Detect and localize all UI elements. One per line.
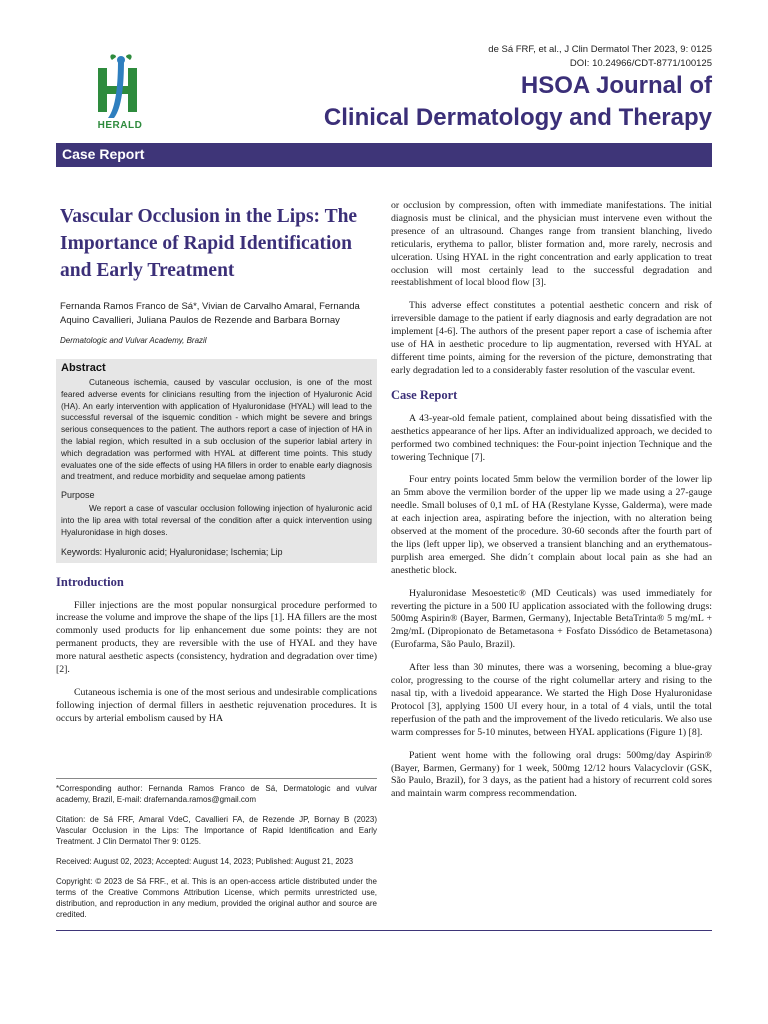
citation-note: Citation: de Sá FRF, Amaral VdeC, Cavallieri FA, de Rezende JP, Bornay B (2023) Vascular Occlusion in the Lips: The Importance of Rapid Identification and Early Treatment. J Clin Dermatol Ther 9: 0125. (56, 815, 377, 846)
abstract-text: Cutaneous ischemia, caused by vascular occlusion, is one of the most feared adverse events for clinicians resulting from the injection of Hyaluronic Acid (HA). An early intervention with application of Hyaluronidase (HYAL) will lead to the successful reversal of the isquemic condition - which might be severe and brings serious consequences to the patient. The authors report a case of injection of HA in the labial region, which resulted in a sub occlusion of the superior labial artery in which degradation was performed with HYAL at different time points. This study evaluates one of the side effects of using HA fillers in order to enable early diagnosis and treatment, and reduce morbidity and sequelae among patients (61, 377, 372, 482)
case-report-heading: Case Report (391, 387, 458, 402)
journal-title-line1: HSOA Journal of (520, 72, 712, 99)
body-paragraph: Four entry points located 5mm below the vermilion border of the lower lip an 5mm above the vermilion border of the upper lip we made using a 27-gauge needle. Small boluses of 0,1 mL of HA (Restylane Kysse, Galderma), were made at each injection area, aspirating before the injection, with no alteration being observed at the moment of the procedure. 30-60 seconds after the fourth part of the lips (left upper lip), we observed a transient blanching and an erythematous-purplish area emerged. She didn´t complain about local pain as she had an anesthetic block. (391, 474, 712, 576)
introduction-paragraph: Cutaneous ischemia is one of the most serious and undesirable complications following injection of dermal fillers in aesthetic rejuvenation procedures. It is occurs by arterial embolism caused by HA (56, 687, 377, 724)
introduction-paragraph: Filler injections are the most popular nonsurgical procedure performed to increase the volume and improve the shape of the lips [1]. HA fillers are the most commonly used products for lip enhancement due some points: they are not permanent products, they are reversible with the use of HYAL and they have more natural aesthetic aspects (consistency, hydration and degradation over time) [2]. (56, 599, 377, 676)
keywords: Keywords: Hyaluronic acid; Hyaluronidase; Ischemia; Lip (61, 546, 283, 557)
abstract-box (56, 359, 377, 563)
copyright-note: Copyright: © 2023 de Sá FRF., et al. This is an open-access article distributed under the terms of the Creative Commons Attribution License, which permits unrestricted use, distribution, and reproduction in any medium, provided the original author and source are credited. (56, 877, 377, 919)
article-title: Vascular Occlusion in the Lips: The Importance of Rapid Identification and Early Treatment (60, 206, 358, 281)
left-column (56, 200, 377, 736)
body-paragraph: Patient went home with the following oral drugs: 500mg/day Aspirin® (Bayer, Barmen, Germany) for 1 week, 500mg 12/12 hours Valacyclovir (GSK, São Paulo, Brazil), for 3 days, as the patient had a history of recurrent cold sores and maintain warm compress recommendation. (391, 749, 712, 800)
doi-line[interactable]: DOI: 10.24966/CDT-8771/100125 (569, 58, 712, 69)
body-paragraph: or occlusion by compression, often with immediate manifestations. The initial diagnosis must be clinical, and the physician must intervene even without the presence of an ultrasound. Changes range from transient blanching, livedo reticularis, erythema to pallor, blister formation and, more rarely, necrosis and ulceration. Using HYAL in the right concentration and early application to treat occlusion will most certainly lead to the successful degradation and reestablishment of local blood flow [3]. (391, 200, 712, 289)
dates-note: Received: August 02, 2023; Accepted: August 14, 2023; Published: August 21, 2023 (56, 857, 354, 866)
citation-line: de Sá FRF, et al., J Clin Dermatol Ther 2023, 9: 0125 (488, 44, 712, 55)
header-citation (488, 43, 712, 71)
right-column (391, 200, 712, 811)
article-type-banner (56, 143, 712, 167)
corresponding-author-note: *Corresponding author: Fernanda Ramos Franco de Sá, Dermatologic and vulvar academy, Brazil, E-mail: drafernanda.ramos@gmail.com (56, 784, 377, 804)
author-list: Fernanda Ramos Franco de Sá*, Vivian de Carvalho Amaral, Fernanda Aquino Cavallieri, Juliana Paulos de Rezende and Barbara Bornay (60, 301, 360, 326)
article-type-label: Case Report (62, 146, 145, 162)
body-paragraph: This adverse effect constitutes a potential aesthetic concern and risk of irreversible damage to the patient if early diagnosis and early degradation are not implement [4-6]. The authors of the present paper report a case of ischemia after use of HA in aesthetic procedure to lip augmentation, reversed with HYAL at different time points, aiming for the reversion of the picture, demonstrating that early degradation led to a considerably faster resolution of the vascular event. (391, 300, 712, 376)
purpose-text: We report a case of vascular occlusion following injection of hyaluronic acid into the lip area with total reversal of the condition after a quick intervention using Hyaluronidase in high doses. (61, 503, 372, 537)
body-paragraph: After less than 30 minutes, there was a worsening, becoming a blue-gray color, progressing to the course of the right columellar artery and rising to the nasal tip, with a livedoid appearance. We started the High Dose Hyaluronidase Protocol [3], applying 1500 UI every hour, in a total of 4 vials, until the total reperfusion of the path and the improvement of the livedo reticularis. We also use warm compresses for 5-10 minutes, between HYAL applications (Figure 1) [8]. (391, 662, 712, 738)
publisher-logo-text: HERALD (97, 120, 143, 131)
bottom-rule (56, 930, 712, 931)
body-paragraph: Hyaluronidase Mesoestetic® (MD Ceuticals) was used immediately for reverting the picture in a 500 IU application associated with the following drugs: 500mg Aspirin® (Bayer, Barmen, Germany), Injectable BetaTrinta® 5 mg/mL + 2mg/mL (Dipropionato de Betametasona + Fosfato Dissódico de Betametasona) (Eurofarma, São Paulo, Brazil). (391, 587, 712, 651)
abstract-heading: Abstract (61, 362, 106, 374)
purpose-heading: Purpose (61, 490, 95, 501)
introduction-heading: Introduction (56, 574, 124, 589)
journal-title-line2: Clinical Dermatology and Therapy (323, 104, 712, 131)
affiliation: Dermatologic and Vulvar Academy, Brazil (60, 336, 207, 345)
body-paragraph: A 43-year-old female patient, complained about being dissatisfied with the aesthetics appearance of her lips. After an individualized approach, we decided to performed two combined techniques: the Four-point injection Technique and the towering Technique [7]. (391, 412, 712, 463)
footnotes (56, 778, 377, 929)
